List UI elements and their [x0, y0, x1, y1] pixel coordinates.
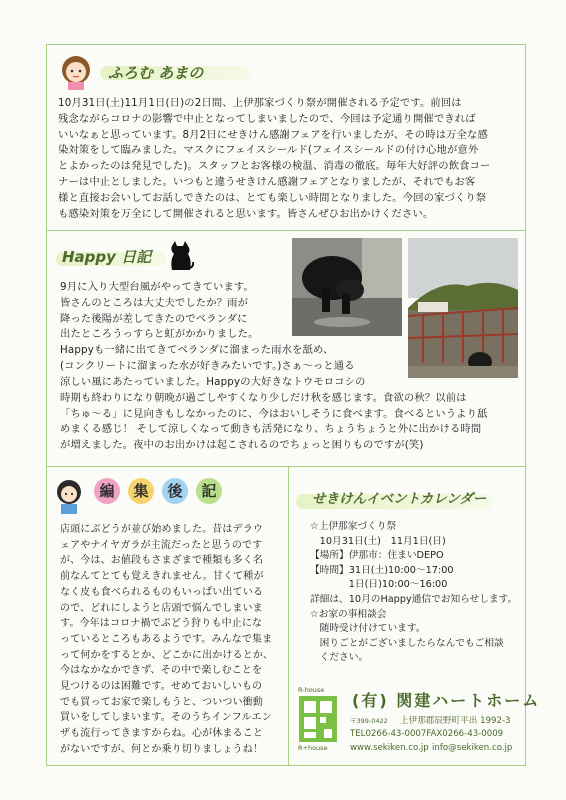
text-line: とよかったのは発見でした)。スタッフとお客様の検温、消毒の徹底。毎年大好評の飲食コー [58, 160, 491, 173]
divider [46, 230, 526, 231]
logo-text-top: R-house [298, 686, 325, 694]
text-line: 降った後陽が差してきたのでベランダに [60, 312, 248, 325]
text-line: 10月31日(土) 11月1日(日) [310, 535, 446, 547]
address: 上伊那郡辰野町平出 1992-3 [400, 716, 511, 726]
text-line: 【場所】伊那市：住まいDEPO [310, 550, 444, 562]
text-line: 詳細は、10月のHappy通信でお知らせします。 [310, 593, 518, 605]
text-line: ので、どれにしようと店頭で悩んでしまいま [60, 602, 263, 614]
website[interactable]: www.sekiken.co.jp [350, 743, 429, 753]
text-line: す。今年はコロナ禍でぶどう狩りも中止にな [60, 618, 263, 630]
text-line: 染対策をして臨みました。マスクにフェイスシールド(フェイスシールドの付け心地が意外 [58, 144, 479, 157]
happy-diary-text-cont [60, 375, 488, 454]
title-char: 集 [128, 478, 154, 504]
title-char: 後 [162, 478, 188, 504]
text-line: 涼しい風にあたっていました。Happyの大好きなトウモロコシの [60, 376, 366, 388]
rainbow-photo [408, 238, 518, 378]
company-name: (有) 関建ハートホーム [352, 691, 541, 710]
text-line: 残念ながらコロナの影響で中止となってしまいましたので、今回は予定通り開催できれば [58, 112, 476, 125]
text-line: が、今は、お値段もさまざまで種類も多く名 [60, 555, 263, 567]
logo-text-bottom: R+house [298, 744, 328, 752]
divider [288, 466, 289, 766]
section-title-event-calendar: せきけんイベントカレンダー [312, 491, 487, 507]
text-line: っているところもあるようです。みんなで集ま [60, 633, 273, 645]
text-line: ナーは中止としました。いつもと違うせきけん感謝フェアとなりましたが、それでもお客 [58, 175, 476, 188]
text-line: ☆上伊那家づくり祭 [310, 521, 397, 532]
text-line: も感染対策を万全にして開催されると思います。皆さんぜひお出かけください。 [58, 207, 434, 220]
text-line: 9月に入り大型台風がやってきています。 [60, 281, 254, 293]
postal-code: 〒399-0422 [350, 717, 388, 725]
section-title-happy-diary: Happy 日記 [62, 248, 152, 266]
text-line: 見つけるのは困難です。せめておいしいもの [60, 681, 263, 693]
section-title-from-amano: ふろむ あまの [108, 64, 204, 82]
text-line: 様と直接お会いしてお話しできたのは、とても楽しい時間となりました。今回の家づくり祭 [58, 191, 487, 204]
text-line: めまくる感じ！ そして涼しくなって動きも活発になり、ちょうちょうと外に出かける時間 [60, 423, 482, 436]
text-line: 1日(日)10:00～16:00 [310, 579, 448, 591]
title-char: 記 [196, 478, 222, 504]
text-line: ェアやナイヤガラが主流だったと思うのです [60, 539, 263, 551]
text-line: ☆お家の事相談会 [310, 608, 387, 620]
text-line: 随時受け付けています。 [310, 623, 426, 635]
text-line: がないですが、何とか乗り切りましょうね！ [60, 743, 263, 755]
email[interactable]: info@sekiken.co.jp [432, 743, 513, 753]
event-calendar-text [310, 520, 517, 666]
tel-fax: TEL0266-43-0007FAX0266-43-0009 [350, 729, 504, 739]
text-line: 【時間】31日(土)10:00～17:00 [310, 564, 454, 576]
text-line: 「ちゅ～る」に見向きもしなかったのに、今はおいしそうに食べます。食べるというより舐 [60, 407, 488, 420]
text-line: いいなぁと思っています。8月2日にせきけん感謝フェアを行いましたが、その時は万全な感 [58, 128, 488, 141]
text-line: ザも流行ってきますからね。心が休まること [60, 728, 263, 740]
avatar [58, 54, 94, 90]
title-char: 編 [94, 478, 120, 504]
text-line: 出たところうっすらと虹がかかりました。 [60, 328, 259, 341]
text-line: が増えました。夜中のお出かけは起こされるのでちょっと困りものですが(笑) [60, 439, 424, 452]
text-line: 買いをしてしまいます。そのうちインフルエン [60, 712, 272, 724]
happy-diary-text [60, 280, 355, 375]
text-line: 皆さんのところは大丈夫でしたか？雨が [60, 296, 249, 309]
text-line: Happyも一緒に出てきてベランダに溜まった雨水を舐め、 [60, 344, 334, 357]
text-line: でも買ってお家で楽しもうと、ついつい衝動 [60, 696, 263, 708]
text-line: 10月31日(土)11月1日(日)の2日間、上伊那家づくり祭が開催される予定です。前回は [58, 97, 462, 109]
text-line: 前なんてとても覚えきれません。甘くて種が [60, 571, 264, 583]
text-line: (コンクリートに溜まった水が好きみたいです。)さぁ～っと通る [60, 359, 355, 372]
editor-avatar [54, 478, 84, 514]
text-line: 困りごとがございましたらなんでもご相談 [310, 637, 504, 649]
text-line: なく皮も食べられるものもいっぱい出ている [60, 586, 263, 598]
text-line: 時期も終わりになり朝晩が過ごしやすくなり少しだけ秋を感じます。食欲の秋？以前は [60, 391, 467, 404]
cat-icon [166, 240, 194, 272]
text-line: 店頭にぶどうが並び始めました。昔はデラウ [60, 524, 263, 535]
from-amano-text [58, 96, 491, 222]
editor-note-text [60, 522, 273, 758]
text-line: 今はなかなかできず、その中で楽しむことを [60, 665, 263, 677]
text-line: って何かをするとか、どこかに出かけるとか、 [60, 649, 274, 661]
company-logo [298, 686, 338, 754]
text-line: ください。 [310, 652, 369, 664]
divider [46, 466, 526, 467]
